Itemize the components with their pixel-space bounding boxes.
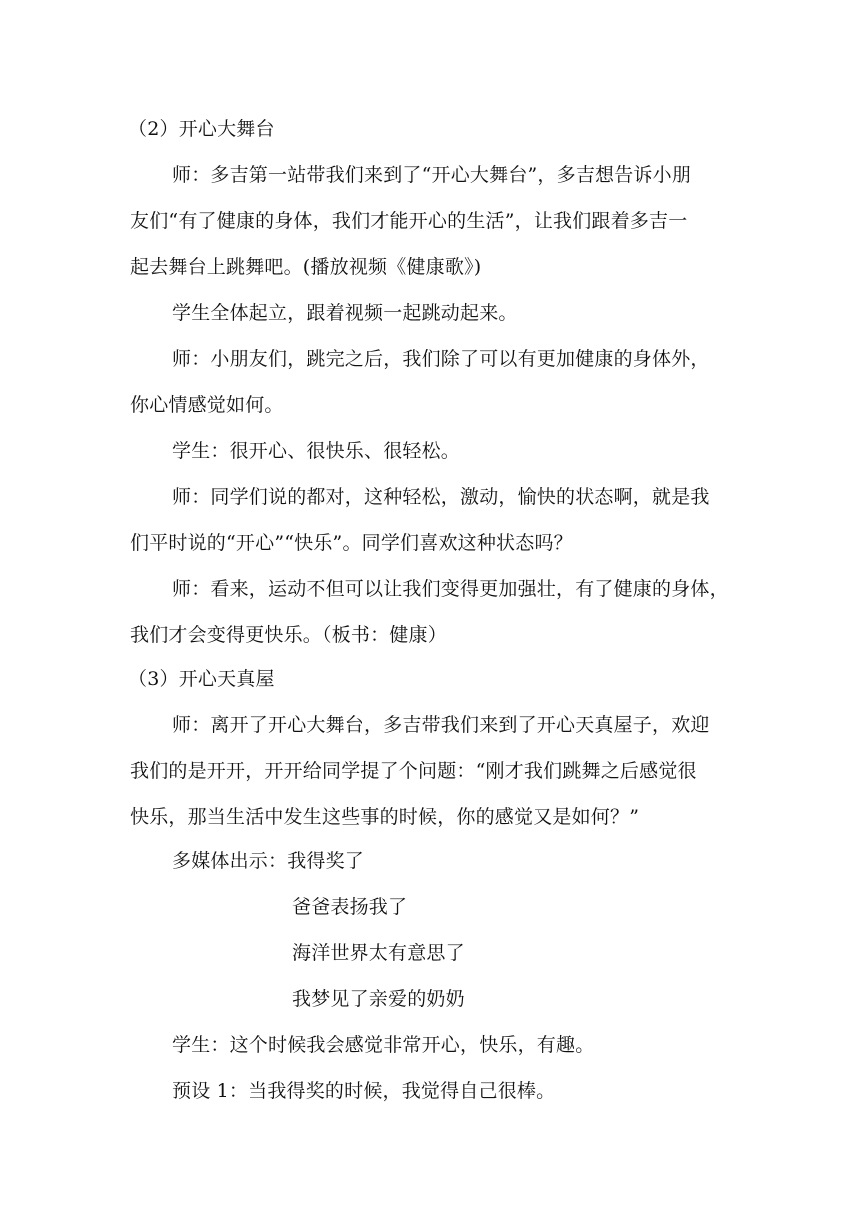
paragraph-line: 预设 1：当我得奖的时候，我觉得自己很棒。	[172, 1080, 556, 1102]
paragraph-line: 师：多吉第一站带我们来到了“开心大舞台”，多吉想告诉小朋	[172, 164, 692, 186]
paragraph-line: 师：离开了开心大舞台，多吉带我们来到了开心天真屋子，欢迎	[172, 714, 710, 736]
paragraph-line: 师：看来，运动不但可以让我们变得更加强壮，有了健康的身体，	[172, 578, 729, 600]
paragraph-line: 快乐，那当生活中发生这些事的时候，你的感觉又是如何？”	[130, 806, 640, 828]
paragraph-line: 你心情感觉如何。	[130, 394, 284, 416]
list-item: 我梦见了亲爱的奶奶	[292, 988, 465, 1010]
section-heading-3: （3）开心天真屋	[128, 668, 275, 690]
paragraph-line: 学生：很开心、很快乐、很轻松。	[172, 440, 461, 462]
paragraph-line: 多媒体出示：我得奖了	[172, 850, 365, 872]
paragraph-line: 师：同学们说的都对，这种轻松，激动，愉快的状态啊，就是我	[172, 486, 710, 508]
paragraph-line: 师：小朋友们，跳完之后，我们除了可以有更加健康的身体外，	[172, 348, 710, 370]
section-heading-2: （2）开心大舞台	[128, 118, 275, 140]
paragraph-line: 起去舞台上跳舞吧。(播放视频《健康歌》)	[130, 256, 482, 278]
paragraph-line: 们平时说的“开心”“快乐”。同学们喜欢这种状态吗？	[130, 532, 573, 554]
paragraph-line: 学生：这个时候我会感觉非常开心，快乐，有趣。	[172, 1034, 595, 1056]
paragraph-line: 我们才会变得更快乐。（板书：健康）	[130, 624, 447, 646]
list-item: 海洋世界太有意思了	[292, 942, 465, 964]
paragraph-line: 友们“有了健康的身体，我们才能开心的生活”，让我们跟着多吉一	[130, 210, 688, 232]
paragraph-line: 学生全体起立，跟着视频一起跳动起来。	[172, 302, 518, 324]
list-item: 爸爸表扬我了	[292, 896, 408, 918]
paragraph-line: 我们的是开开，开开给同学提了个问题：“刚才我们跳舞之后感觉很	[130, 760, 697, 782]
